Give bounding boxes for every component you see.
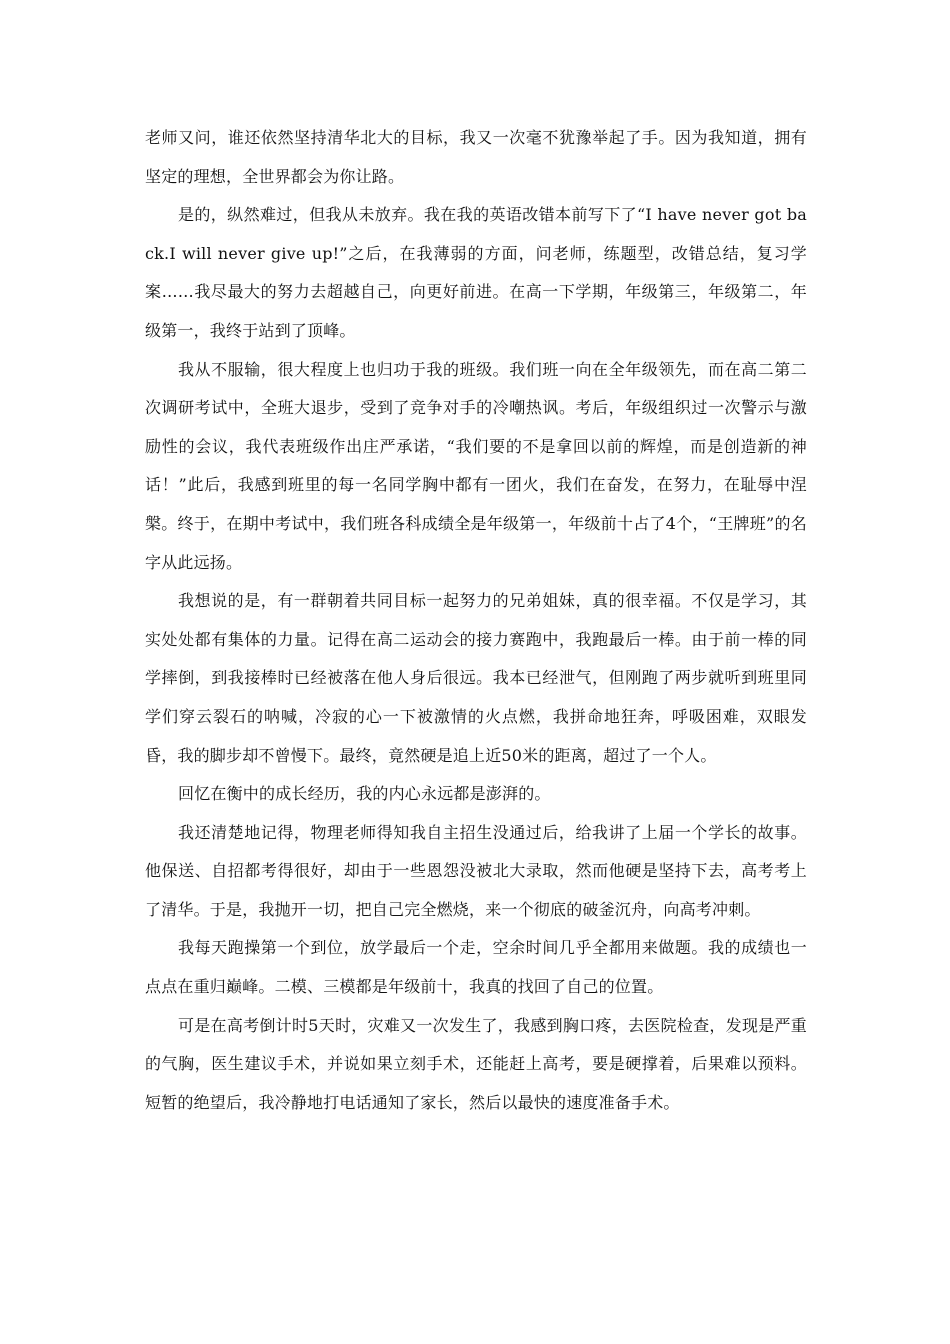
paragraph-2: 是的，纵然难过，但我从未放弃。我在我的英语改错本前写下了“I have never got back.I will never give up!”之后，在我薄弱的方面，问老师，练题型，改错总结，复习学案……我尽最大的努力去超越自己，向更好前进。在高一下学期，年级第三，年级第二，年级第一，我终于站到了顶峰。 — [145, 205, 807, 340]
document-page — [145, 119, 807, 1122]
paragraph-7: 我每天跑操第一个到位，放学最后一个走，空余时间几乎全都用来做题。我的成绩也一点点在重归巅峰。二模、三模都是年级前十，我真的找回了自己的位置。 — [145, 938, 807, 997]
paragraph-4: 我想说的是，有一群朝着共同目标一起努力的兄弟姐妹，真的很幸福。不仅是学习，其实处处都有集体的力量。记得在高二运动会的接力赛跑中，我跑最后一棒。由于前一棒的同学摔倒，到我接棒时已经被落在他人身后很远。我本已经泄气，但刚跑了两步就听到班里同学们穿云裂石的呐喊，冷寂的心一下被激情的火点燃，我拼命地狂奔，呼吸困难，双眼发昏，我的脚步却不曾慢下。最终，竟然硬是追上近50米的距离，超过了一个人。 — [145, 591, 807, 765]
paragraph-6: 我还清楚地记得，物理老师得知我自主招生没通过后，给我讲了上届一个学长的故事。他保送、自招都考得很好，却由于一些恩怨没被北大录取，然而他硬是坚持下去，高考考上了清华。于是，我抛开一切，把自己完全燃烧，来一个彻底的破釜沉舟，向高考冲刺。 — [145, 822, 807, 919]
paragraph-8: 可是在高考倒计时5天时，灾难又一次发生了，我感到胸口疼，去医院检查，发现是严重的气胸，医生建议手术，并说如果立刻手术，还能赶上高考，要是硬撑着，后果难以预料。短暂的绝望后，我冷静地打电话通知了家长，然后以最快的速度准备手术。 — [145, 1015, 807, 1112]
paragraph-5: 回忆在衡中的成长经历，我的内心永远都是澎湃的。 — [178, 784, 551, 804]
paragraph-1: 老师又问，谁还依然坚持清华北大的目标，我又一次毫不犹豫举起了手。因为我知道，拥有坚定的理想，全世界都会为你让路。 — [145, 128, 807, 186]
paragraph-3: 我从不服输，很大程度上也归功于我的班级。我们班一向在全年级领先，而在高二第二次调研考试中，全班大退步，受到了竞争对手的冷嘲热讽。考后，年级组织过一次警示与激励性的会议，我代表班级作出庄严承诺，“我们要的不是拿回以前的辉煌，而是创造新的神话！”此后，我感到班里的每一名同学胸中都有一团火，我们在奋发，在努力，在耻辱中涅槃。终于，在期中考试中，我们班各科成绩全是年级第一，年级前十占了4个，“王牌班”的名字从此远扬。 — [145, 359, 807, 572]
